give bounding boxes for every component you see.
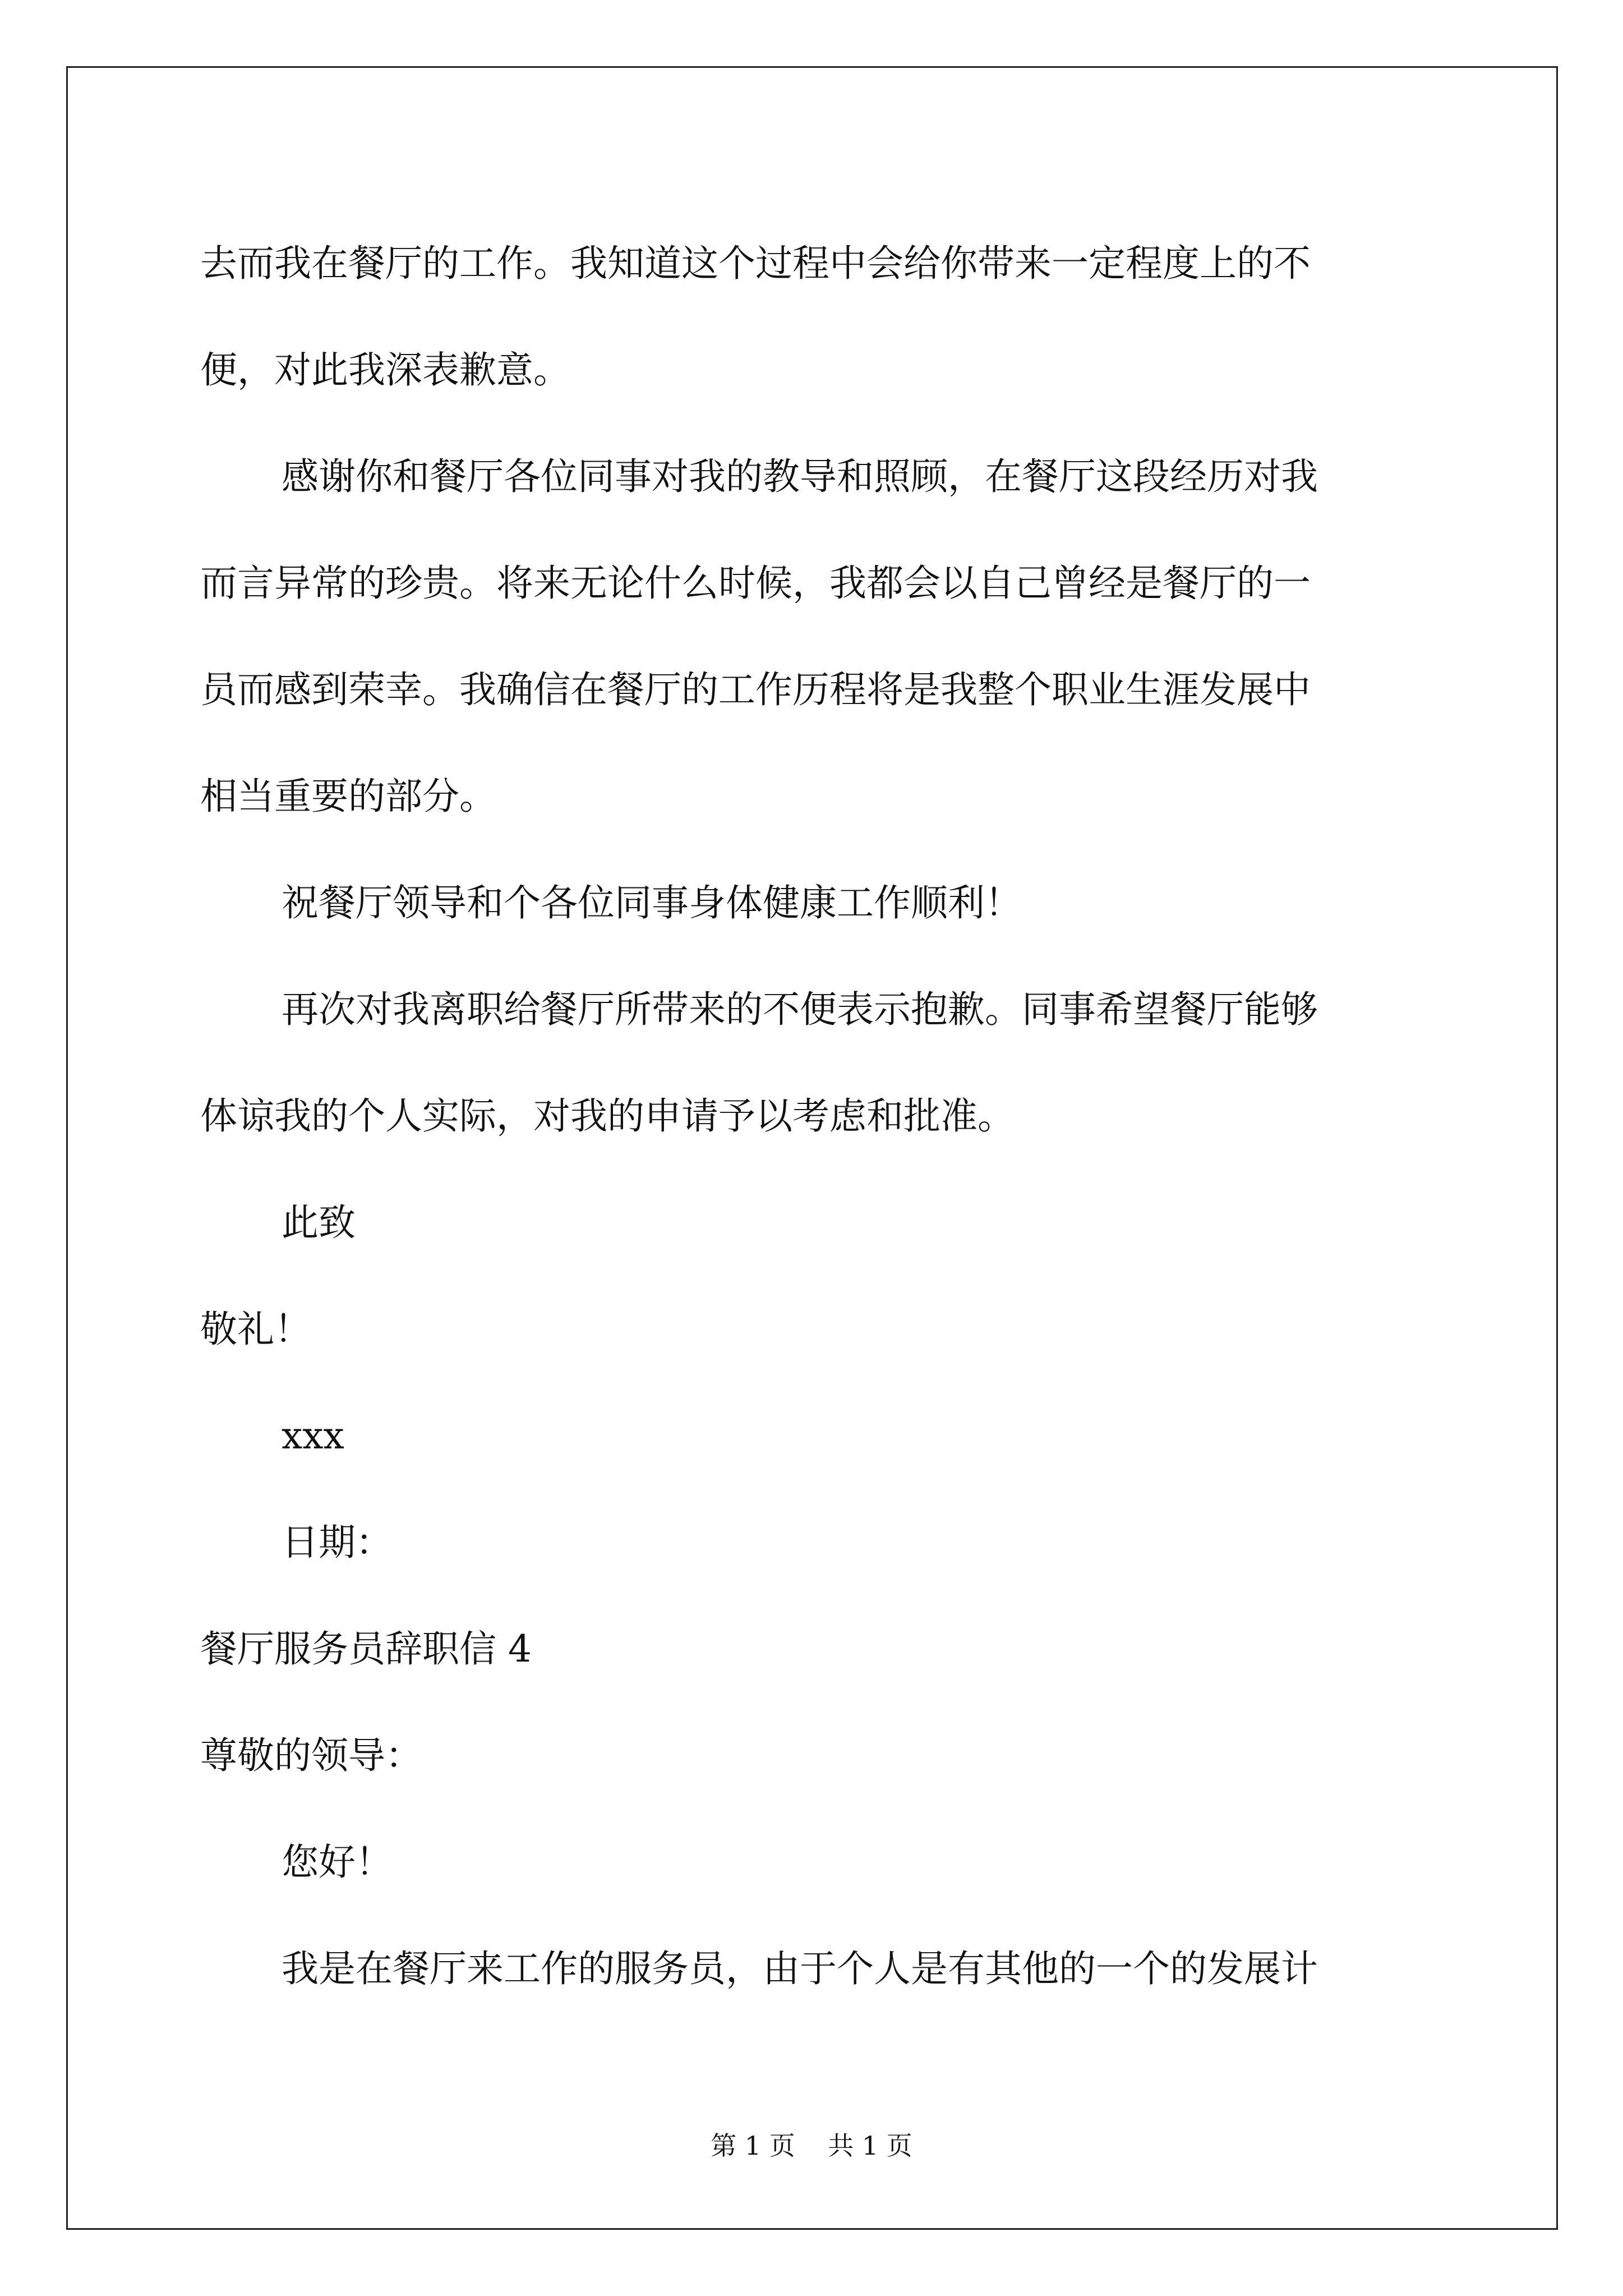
letter-hello: 您好！ <box>282 1841 393 1884</box>
letter-greeting: 尊敬的领导： <box>200 1734 422 1777</box>
text-line: 相当重要的部分。 <box>200 775 496 818</box>
closing-salutation: 此致 <box>282 1201 356 1244</box>
page-footer: 第 1 页 共 1 页 <box>711 2131 912 2161</box>
text-line: 祝餐厅领导和个各位同事身体健康工作顺利！ <box>282 881 1022 924</box>
text-line: 我是在餐厅来工作的服务员，由于个人是有其他的一个的发展计 <box>282 1947 1318 1990</box>
text-line: 感谢你和餐厅各位同事对我的教导和照顾，在餐厅这段经历对我 <box>282 455 1318 498</box>
text-line: 便，对此我深表歉意。 <box>200 348 570 392</box>
date-label: 日期： <box>282 1521 393 1564</box>
text-line: 体谅我的个人实际，对我的申请予以考虑和批准。 <box>200 1094 1015 1138</box>
document-body <box>200 210 1434 2022</box>
section-title: 餐厅服务员辞职信 4 <box>200 1627 532 1671</box>
text-line: 再次对我离职给餐厅所带来的不便表示抱歉。同事希望餐厅能够 <box>282 988 1318 1031</box>
signature-name: xxx <box>282 1414 344 1457</box>
text-line: 而言异常的珍贵。将来无论什么时候，我都会以自己曾经是餐厅的一 <box>200 562 1311 605</box>
text-line: 去而我在餐厅的工作。我知道这个过程中会给你带来一定程度上的不 <box>200 242 1311 285</box>
text-line: 员而感到荣幸。我确信在餐厅的工作历程将是我整个职业生涯发展中 <box>200 668 1311 711</box>
closing-regards: 敬礼！ <box>200 1308 311 1351</box>
